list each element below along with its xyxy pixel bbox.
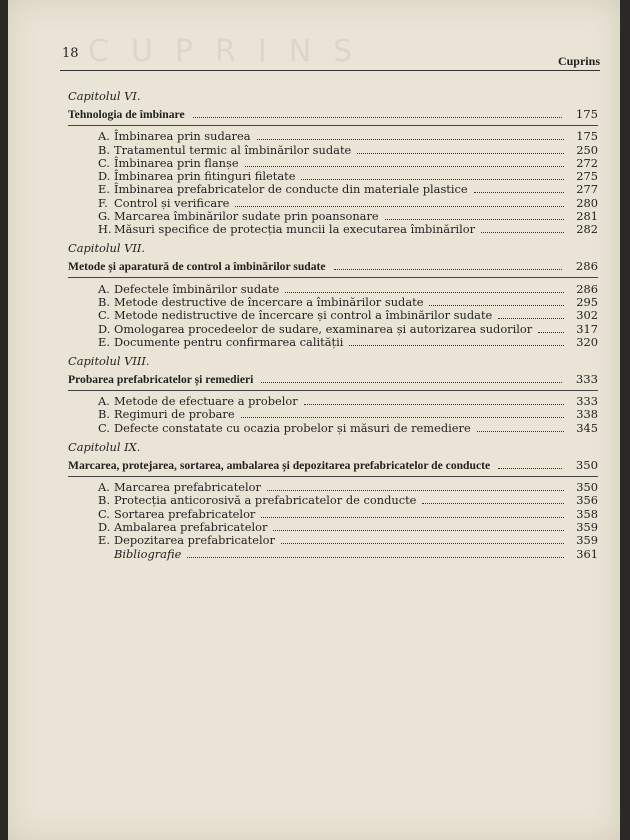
toc-entry bbox=[98, 395, 598, 408]
dot-leader bbox=[261, 382, 562, 383]
entry-text: Regimuri de probare bbox=[114, 407, 235, 422]
entry-letter: B. bbox=[98, 142, 110, 157]
toc-entry bbox=[98, 322, 598, 335]
dot-leader bbox=[281, 543, 564, 544]
chapter-title: Tehnologia de îmbinare bbox=[68, 108, 185, 121]
toc-entry bbox=[98, 183, 598, 196]
entry-letter: E. bbox=[98, 334, 110, 349]
entry-letter: B. bbox=[98, 407, 110, 422]
entry-page: 338 bbox=[576, 407, 598, 422]
chapter-rule bbox=[68, 476, 598, 477]
dot-leader bbox=[357, 153, 564, 154]
entry-letter: D. bbox=[98, 519, 111, 534]
dot-leader bbox=[257, 139, 564, 140]
entry-text: Îmbinarea prefabricatelor de conducte din materiale plastice bbox=[114, 182, 468, 197]
chapter-title: Probarea prefabricatelor și remedieri bbox=[68, 372, 254, 386]
entry-text: Marcarea îmbinărilor sudate prin poansonare bbox=[114, 209, 379, 224]
chapter-title-row bbox=[68, 108, 598, 121]
table-of-contents bbox=[68, 84, 598, 561]
dot-leader bbox=[498, 318, 564, 319]
toc-entry bbox=[98, 296, 598, 309]
entry-page: 277 bbox=[576, 182, 598, 197]
entry-list bbox=[98, 282, 598, 348]
entry-letter: C. bbox=[98, 506, 110, 521]
page-number: 18 bbox=[62, 46, 79, 61]
entry-page: 320 bbox=[576, 334, 598, 349]
header-rule bbox=[60, 70, 600, 71]
toc-entry bbox=[98, 196, 598, 209]
entry-letter: G. bbox=[98, 209, 111, 224]
entry-page: 345 bbox=[576, 420, 598, 435]
entry-text: Defectele îmbinărilor sudate bbox=[114, 281, 280, 296]
entry-letter: D. bbox=[98, 169, 111, 184]
dot-leader bbox=[285, 292, 564, 293]
chapter-rule bbox=[68, 277, 598, 278]
toc-entry bbox=[98, 521, 598, 534]
toc-entry bbox=[98, 336, 598, 349]
entry-page: 359 bbox=[576, 519, 598, 534]
ghost-show-through-text: CUPRINS bbox=[88, 34, 375, 69]
dot-leader bbox=[267, 490, 564, 491]
dot-leader bbox=[429, 305, 564, 306]
chapter-page: 350 bbox=[575, 457, 598, 472]
entry-text: Tratamentul termic al îmbinărilor sudate bbox=[114, 142, 352, 157]
entry-text: Bibliografie bbox=[114, 546, 182, 561]
entry-letter: H. bbox=[98, 222, 112, 237]
dot-leader bbox=[304, 404, 564, 405]
toc-entry bbox=[98, 282, 598, 295]
chapter-label: Capitolul VII. bbox=[68, 241, 145, 256]
chapter-label: Capitolul VI. bbox=[68, 89, 141, 103]
toc-entry bbox=[98, 223, 598, 236]
entry-text: Ambalarea prefabricatelor bbox=[114, 519, 268, 534]
entry-text: Documente pentru confirmarea calității bbox=[114, 334, 344, 349]
dot-leader bbox=[241, 417, 564, 418]
entry-text: Marcarea prefabricatelor bbox=[114, 480, 261, 495]
dot-leader bbox=[193, 117, 562, 118]
chapter-label: Capitolul IX. bbox=[68, 439, 141, 454]
entry-letter: C. bbox=[98, 308, 110, 323]
entry-page: 361 bbox=[576, 546, 598, 561]
entry-page: 250 bbox=[576, 142, 598, 157]
entry-letter: A. bbox=[98, 480, 110, 495]
entry-page: 356 bbox=[576, 493, 598, 508]
entry-text: Îmbinarea prin flanșe bbox=[114, 155, 239, 170]
dot-leader bbox=[477, 431, 564, 432]
entry-page: 275 bbox=[576, 169, 598, 184]
entry-text: Metode destructive de încercare a îmbinărilor sudate bbox=[114, 294, 424, 309]
entry-letter: D. bbox=[98, 321, 111, 336]
toc-entry bbox=[98, 157, 598, 170]
page-header bbox=[60, 46, 600, 70]
entry-page: 350 bbox=[576, 480, 598, 495]
entry-text: Control și verificare bbox=[114, 195, 230, 210]
chapter-page: 175 bbox=[575, 107, 598, 121]
chapter-page: 286 bbox=[575, 259, 598, 274]
chapter-title-row bbox=[68, 373, 598, 386]
chapter-label: Capitolul VIII. bbox=[68, 353, 150, 368]
entry-letter: B. bbox=[98, 493, 110, 508]
entry-text: Omologarea procedeelor de sudare, examinarea și autorizarea sudorilor bbox=[114, 321, 533, 336]
entry-page: 282 bbox=[576, 222, 598, 237]
chapter-rule bbox=[68, 125, 598, 126]
dot-leader bbox=[334, 269, 562, 270]
entry-text: Sortarea prefabricatelor bbox=[114, 506, 256, 521]
entry-page: 175 bbox=[576, 129, 598, 144]
toc-entry bbox=[98, 408, 598, 421]
entry-text: Metode de efectuare a probelor bbox=[114, 394, 298, 409]
toc-entry bbox=[98, 534, 598, 547]
chapter-title-row bbox=[68, 260, 598, 273]
entry-letter: E. bbox=[98, 182, 110, 197]
dot-leader bbox=[474, 192, 564, 193]
entry-list bbox=[98, 130, 598, 236]
toc-entry bbox=[98, 130, 598, 143]
entry-letter: B. bbox=[98, 294, 110, 309]
toc-entry bbox=[98, 421, 598, 434]
dot-leader bbox=[498, 468, 562, 469]
dot-leader bbox=[187, 557, 564, 558]
running-head: Cuprins bbox=[557, 54, 600, 68]
entry-letter: F. bbox=[98, 195, 108, 210]
entry-page: 272 bbox=[576, 155, 598, 170]
dot-leader bbox=[385, 219, 564, 220]
entry-letter: A. bbox=[98, 281, 110, 296]
entry-list bbox=[98, 395, 598, 435]
toc-entry bbox=[98, 481, 598, 494]
dot-leader bbox=[245, 166, 564, 167]
toc-entry bbox=[98, 309, 598, 322]
toc-entry bbox=[98, 210, 598, 223]
bibliography-entry bbox=[98, 547, 598, 560]
entry-list bbox=[98, 481, 598, 561]
entry-page: 317 bbox=[576, 321, 598, 336]
entry-page: 286 bbox=[576, 281, 598, 296]
entry-page: 281 bbox=[576, 209, 598, 224]
toc-entry bbox=[98, 143, 598, 156]
entry-text: Metode nedistructive de încercare și control a îmbinărilor sudate bbox=[114, 308, 493, 323]
entry-letter: E. bbox=[98, 533, 110, 548]
dot-leader bbox=[235, 206, 564, 207]
entry-letter: C. bbox=[98, 420, 110, 435]
dot-leader bbox=[261, 517, 564, 518]
entry-text: Îmbinarea prin sudarea bbox=[114, 129, 251, 144]
entry-page: 358 bbox=[576, 506, 598, 521]
entry-text: Depozitarea prefabricatelor bbox=[114, 533, 275, 548]
entry-text: Măsuri specifice de protecția muncii la executarea îmbinărilor bbox=[114, 222, 476, 237]
entry-page: 333 bbox=[576, 394, 598, 409]
dot-leader bbox=[538, 332, 564, 333]
dot-leader bbox=[481, 232, 564, 233]
dot-leader bbox=[301, 179, 564, 180]
entry-text: Îmbinarea prin fitinguri filetate bbox=[114, 169, 296, 184]
dot-leader bbox=[273, 530, 564, 531]
book-page bbox=[8, 0, 620, 840]
chapter-title: Marcarea, protejarea, sortarea, ambalarea și depozitarea prefabricatelor de conducte bbox=[68, 458, 491, 472]
entry-text: Defecte constatate cu ocazia probelor și măsuri de remediere bbox=[114, 420, 471, 435]
chapter-rule bbox=[68, 390, 598, 391]
entry-page: 295 bbox=[576, 294, 598, 309]
entry-page: 359 bbox=[576, 533, 598, 548]
chapter-title: Metode și aparatură de control a îmbinărilor sudate bbox=[68, 260, 326, 274]
dot-leader bbox=[349, 345, 564, 346]
toc-entry bbox=[98, 494, 598, 507]
toc-entry bbox=[98, 507, 598, 520]
toc-entry bbox=[98, 170, 598, 183]
dot-leader bbox=[422, 503, 564, 504]
entry-letter: A. bbox=[98, 394, 110, 409]
chapter-page: 333 bbox=[575, 371, 598, 386]
entry-page: 280 bbox=[576, 195, 598, 210]
entry-letter: A. bbox=[98, 129, 110, 144]
entry-text: Protecția anticorosivă a prefabricatelor de conducte bbox=[114, 493, 417, 508]
entry-letter: C. bbox=[98, 155, 110, 170]
entry-page: 302 bbox=[576, 308, 598, 323]
chapter-title-row bbox=[68, 459, 598, 472]
